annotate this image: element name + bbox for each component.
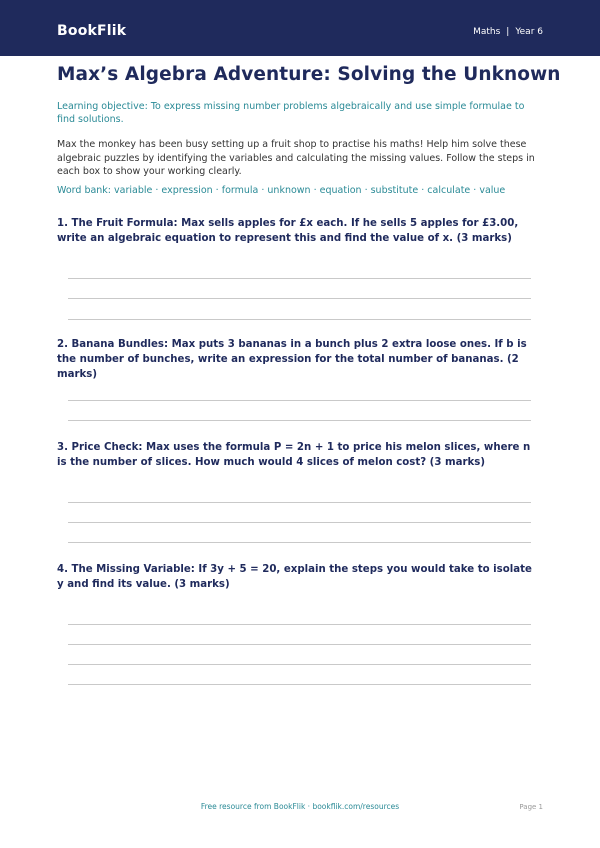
question-3: 3. Price Check: Max uses the formula P = 2n + 1 to price his melon slices, where n is the number of slices. How much would 4 slices of melon cost? (3 marks) bbox=[57, 442, 531, 468]
word-bank: Word bank: variable · expression · formula · unknown · equation · substitute · calculate · value bbox=[57, 185, 506, 196]
learning-objective: Learning objective: To express missing number problems algebraically and use simple formulae to find solutions. bbox=[57, 101, 525, 125]
answer-line[interactable] bbox=[68, 542, 531, 543]
subject-year-label bbox=[473, 27, 543, 37]
subject-label: Maths bbox=[473, 27, 501, 37]
answer-line[interactable] bbox=[68, 319, 531, 320]
page-number: Page 1 bbox=[519, 803, 543, 811]
separator: | bbox=[506, 27, 510, 37]
answer-line[interactable] bbox=[68, 522, 531, 523]
answer-line[interactable] bbox=[68, 644, 531, 645]
answer-line[interactable] bbox=[68, 664, 531, 665]
answer-line[interactable] bbox=[68, 278, 531, 279]
page-title: Max’s Algebra Adventure: Solving the Unknown bbox=[57, 64, 561, 85]
footer-credit: Free resource from BookFlik · bookflik.com/resources bbox=[200, 802, 400, 811]
answer-line[interactable] bbox=[68, 684, 531, 685]
intro-paragraph: Max the monkey has been busy setting up a fruit shop to practise his maths! Help him solve these algebraic puzzles by identifying the variables and calculating the missing values. Follow the steps in each box to show your working clearly. bbox=[57, 139, 535, 177]
answer-line[interactable] bbox=[68, 420, 531, 421]
question-1: 1. The Fruit Formula: Max sells apples for £x each. If he sells 5 apples for £3.00, write an algebraic equation to represent this and find the value of x. (3 marks) bbox=[57, 218, 519, 244]
header-bar bbox=[0, 0, 600, 56]
answer-line[interactable] bbox=[68, 298, 531, 299]
question-4: 4. The Missing Variable: If 3y + 5 = 20, explain the steps you would take to isolate y and find its value. (3 marks) bbox=[57, 564, 532, 590]
answer-line[interactable] bbox=[68, 502, 531, 503]
answer-line[interactable] bbox=[68, 624, 531, 625]
answer-line[interactable] bbox=[68, 400, 531, 401]
question-2: 2. Banana Bundles: Max puts 3 bananas in a bunch plus 2 extra loose ones. If b is the number of bunches, write an expression for the total number of bananas. (2 marks) bbox=[57, 339, 527, 380]
brand-logo: BookFlik bbox=[57, 23, 127, 39]
year-label: Year 6 bbox=[515, 27, 543, 37]
